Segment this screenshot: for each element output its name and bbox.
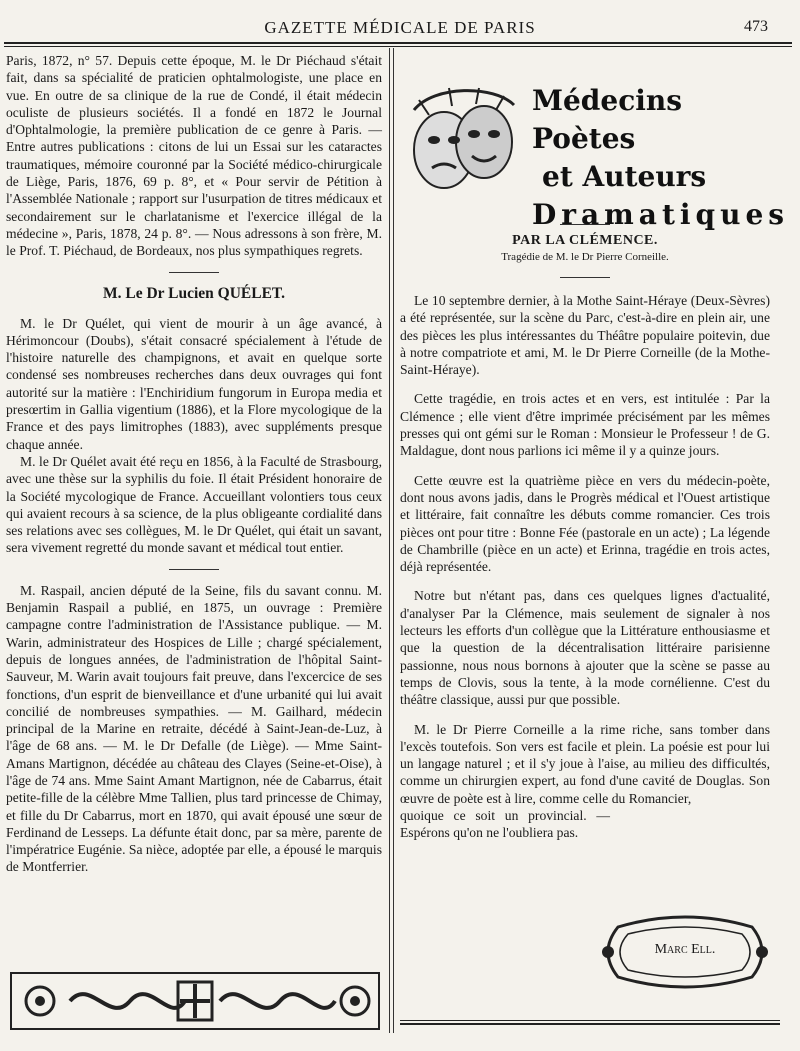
left-column (6, 52, 382, 876)
obituary-quelet-p2: M. le Dr Quélet avait été reçu en 1856, à la Faculté de Strasbourg, avec une thèse sur la syphilis du foie. Il était Président honoraire de la Société mycologique de France. Accueillant volontiers tous ceux qui avaient recours à sa science, de la plus obligeante cordialité dans ses relations avec ses collègues, M. le Dr Quélet, qui était un savant, sera vivement regretté du monde savant et médical tout entier. (6, 453, 382, 556)
section-banner (400, 52, 790, 231)
section-divider (560, 277, 610, 278)
article-subtitle: Tragédie de M. le Dr Pierre Corneille. (501, 251, 669, 263)
right-column (400, 52, 790, 842)
obituary-piechaud: Paris, 1872, n° 57. Depuis cette époque, M. le Dr Piéchaud s'était fait, dans sa spécialité de praticien ophtalmologiste, une place en vue. En outre de sa clinique de la rue de Condé, il était médecin oculiste de plusieurs sociétés. Il a fondé en 1872 le Journal d'Ophtalmologie, la première publication de ce genre à Paris. — Entre autres publications : citons de lui un Essai sur les cataractes traumatiques, mémoire couronné par la Société médico-chirurgicale de Liège, Paris, 1876, 69 p. 8°, et « Pour servir de Pétition à l'Assemblée Nationale ; rapport sur l'usurpation de titres médicaux et secondairement sur le charlatanisme et l'exercice illégal de la médecine », Paris, 1878, 24 p. 8°. — Nous adressons à son frère, M. le Prof. T. Piéchaud, de Bordeaux, nos plus sympathiques regrets. (6, 53, 382, 259)
obituary-heading-quelet: M. Le Dr Lucien QUÉLET. (103, 284, 285, 302)
section-divider (169, 272, 219, 273)
article-p3: Cette œuvre est la quatrième pièce en vers du médecin-poète, dont nous avons jadis, dans le Progrès médical et l'Ouest artistique et littéraire, fait connaître les débuts comme romancier. Ces trois pièces ont pour titre : Bonne Fée (pastorale en un acte) ; La légende de Chambrille (pièce en un acte) et Erinna, tragédie en trois actes, déjà représentée. (400, 472, 770, 575)
page-header (0, 0, 800, 40)
article-p5: M. le Dr Pierre Corneille a la rime riche, sans tomber dans l'excès toutefois. Son vers est facile et plein. La poésie est pour lui un langage naturel ; et il s'y joue à l'aise, au milieu des difficultés, comme un chirurgien expert, au fond d'une cavité de Douglas. Son œuvre de poète est à lire, comme celle du Romancier, (400, 721, 770, 806)
article-byline: PAR LA CLÉMENCE. (512, 233, 658, 248)
article-p5-end: quoique ce soit un provincial. — Espérons qu'on ne l'oubliera pas. (400, 808, 610, 841)
banner-line-2: et Auteurs (542, 160, 707, 193)
theatre-masks-icon (404, 80, 522, 200)
article-p1: Le 10 septembre dernier, à la Mothe Saint-Héraye (Deux-Sèvres) a été représentée, sur la scène du Parc, c'est-à-dire en plein air, une des pièces les plus intéressantes du Théâtre populaire poitevin, due à notre compatriote et ami, M. le Dr Pierre Corneille (de la Mothe-Saint-Héraye). (400, 293, 770, 378)
obituary-quelet-p1: M. le Dr Quélet, qui vient de mourir à un âge avancé, à Hérimoncour (Doubs), s'était consacré spécialement à l'étude de l'histoire naturelle des champignons, et avait en quelque sorte condensé ses nombreuses recherches dans deux ouvrages qui font autorité sur la matière : l'Enchiridium fungorum in Europa media et presœrtim in Gallia vigentium (1886), et la Flore mycologique de la France et des pays limitrophes (1883), avec suppléments presque chaque année. (6, 315, 382, 452)
banner-line-1: Médecins Poètes (532, 84, 683, 155)
banner-line-3: Dramatiques (532, 198, 790, 231)
journal-title: GAZETTE MÉDICALE DE PARIS (264, 18, 536, 37)
header-rule (4, 42, 792, 47)
author-signature: Marc Ell. (654, 942, 716, 957)
section-divider (169, 569, 219, 570)
banner-title (532, 82, 790, 234)
obituary-list: M. Raspail, ancien député de la Seine, fils du savant connu. M. Benjamin Raspail a publié, en 1875, un ouvrage : Première campagne contre l'administration de l'Assistance publique. — M. Warin, administrateur des Hospices de Lille ; chargé spécialement, depuis de longues années, de l'administration de l'hôpital Saint-Sauveur, M. Warin avait toujours fait preuve, dans l'excercice de ses fonctions, d'un esprit de bienveillance et d'une urbanité qui lui avait concilié de nombreuses sympathies. — M. Gailhard, médecin principal de la Marine en retraite, décédé à Saint-Jean-de-Luz, à l'âge de 68 ans. — M. le Dr Defalle (de Liège). — Mme Saint-Amans Martignon, décédée au château des Clayes (Seine-et-Oise), à l'âge de 74 ans. Mme Saint Amant Martignon, née de Cabarrus, était petite-fille de la célèbre Mme Tallien, plus tard princesse de Chimay, et fille du Dr Cabarrus, mort en 1870, qui avait épousé une sœur de Ferdinand de Lesseps. La défunte était donc, par sa mère, parente de l'impératrice Eugénie. Sa nièce, adoptée par elle, a épousé le marquis de Montferrier. (6, 582, 382, 875)
decorative-ornament-band (10, 972, 380, 1030)
column-divider (389, 48, 394, 1033)
footer-rule (400, 1020, 780, 1025)
article-p2: Cette tragédie, en trois actes et en vers, est intitulée : Par la Clémence ; elle vient d'être imprimée précisément par les mêmes presses qui ont gémi sur le Roman : Monsieur le Professeur ! de G. Maldague, dont nous parlions ici même il y a quinze jours. (400, 391, 770, 459)
signature-cartouche (598, 912, 772, 992)
page-number: 473 (744, 18, 768, 35)
article-p4: Notre but n'étant pas, dans ces quelques lignes d'actualité, d'analyser Par la Clémence, mais seulement de signaler à nos lecteurs les efforts d'un collègue que la Littérature enthousiasme et que la question de la décentralisation littéraire parisienne passionne, nous nous bornons à ajouter que la scène se passe au temps de Clovis, sous la tente, à la mode cornélienne. C'est du théâtre classique, aussi pur que possible. (400, 588, 770, 708)
